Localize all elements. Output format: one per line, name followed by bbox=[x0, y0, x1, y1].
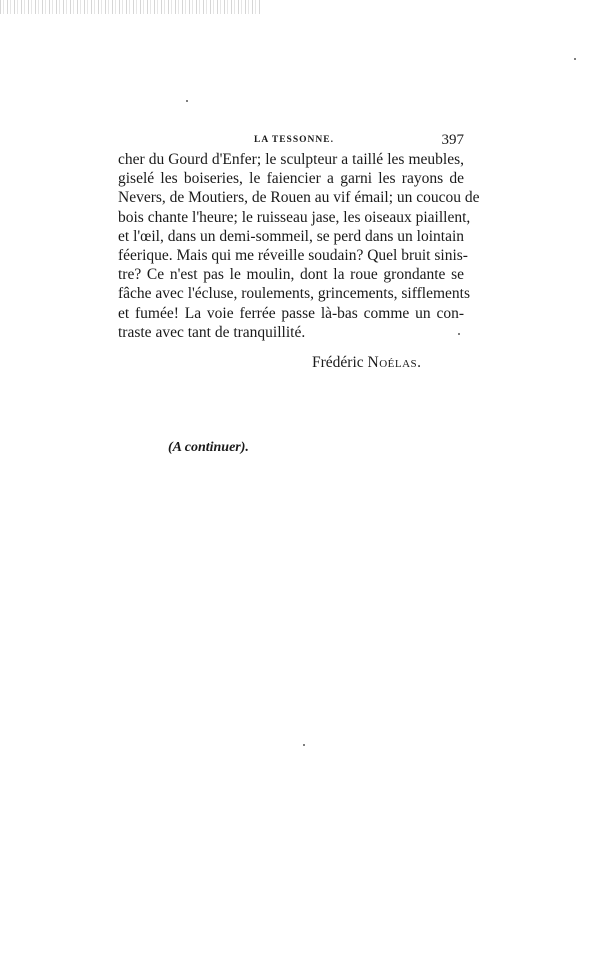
body-paragraph bbox=[118, 150, 480, 342]
text-line: féerique. Mais qui me réveille soudain? Quel bruit sinis- bbox=[118, 247, 468, 265]
speck bbox=[303, 744, 305, 746]
text-line: giselé les boiseries, le faiencier a garni les rayons de bbox=[118, 170, 464, 188]
text-line: bois chante l'heure; le ruisseau jase, les oiseaux piaillent, bbox=[118, 208, 471, 226]
author-signature bbox=[312, 354, 422, 372]
text-line: traste avec tant de tranquillité. bbox=[118, 323, 306, 341]
text-line: et fumée! La voie ferrée passe là-bas comme un con- bbox=[118, 304, 464, 322]
text-line: tre? Ce n'est pas le moulin, dont la roue grondante se bbox=[118, 266, 464, 284]
page-number: 397 bbox=[441, 132, 464, 148]
text-line: et l'œil, dans un demi-sommeil, se perd dans un lointain bbox=[118, 227, 464, 245]
running-title: LA TESSONNE. bbox=[254, 135, 334, 145]
running-head bbox=[118, 132, 464, 150]
speck bbox=[574, 58, 576, 60]
text-line: fâche avec l'écluse, roulements, grincements, sifflements bbox=[118, 285, 470, 303]
continuation-note: (A continuer). bbox=[168, 440, 249, 455]
text-line: Nevers, de Moutiers, de Rouen au vif émail; un coucou de bbox=[118, 189, 480, 207]
author-last-name: Noélas. bbox=[367, 354, 422, 371]
scan-noise bbox=[0, 0, 260, 14]
text-line: cher du Gourd d'Enfer; le sculpteur a taillé les meubles, bbox=[118, 151, 464, 168]
author-first-name: Frédéric bbox=[312, 354, 364, 371]
speck bbox=[186, 100, 188, 102]
